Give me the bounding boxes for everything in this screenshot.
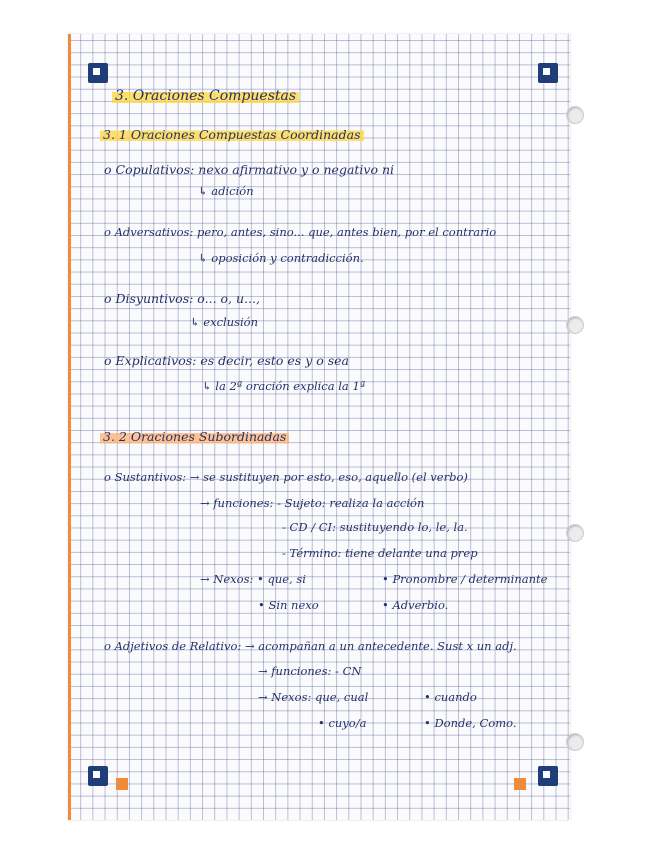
entry-term: o Disyuntivos: [104, 291, 190, 306]
nexo-item: • Adverbio.: [382, 598, 449, 612]
entry-term: o Explicativos: [104, 353, 193, 368]
nexo-item: • cuando: [424, 690, 477, 704]
funcion-item: - CD / CI: sustituyendo lo, le, la.: [282, 520, 468, 534]
entry-note: ↳ adición: [198, 184, 254, 198]
binder-hole-icon: [566, 316, 584, 334]
entry-term: o Sustantivos: [104, 470, 183, 484]
entry-disyuntivos: [104, 291, 260, 307]
funciones-line: [200, 495, 424, 511]
entry-term: o Copulativos: [104, 162, 191, 177]
orange-tab-icon: [514, 778, 526, 790]
funcion-item: - Sujeto: realiza la acción: [277, 496, 425, 510]
binder-hole-icon: [566, 106, 584, 124]
nexo-item: que, cual: [315, 690, 369, 704]
entry-note: ↳ exclusión: [190, 315, 259, 329]
corner-marker-icon: [88, 766, 108, 786]
nexo-item: • que, si: [257, 572, 306, 586]
entry-note: ↳ la 2ª oración explica la 1ª: [202, 379, 366, 393]
entry-definition: : nexo afirmativo y o negativo ni: [190, 162, 395, 177]
entry-definition: : → se sustituyen por esto, eso, aquello (el verbo): [182, 470, 468, 484]
section-heading-subordinadas: 3. 2 Oraciones Subordinadas: [100, 429, 289, 445]
margin-line: [68, 34, 71, 820]
funciones-label: → funciones:: [200, 496, 274, 510]
nexos-line: [258, 689, 368, 705]
section-heading-coordinadas: 3. 1 Oraciones Compuestas Coordinadas: [100, 127, 364, 143]
entry-term: o Adjetivos de Relativo: [104, 639, 238, 653]
entry-copulativos: [104, 162, 394, 178]
corner-marker-icon: [538, 63, 558, 83]
entry-definition: : es decir, esto es y o sea: [192, 353, 349, 368]
entry-sustantivos: [104, 469, 468, 485]
nexos-label: → Nexos:: [258, 690, 312, 704]
nexo-item: • cuyo/a: [318, 716, 367, 730]
entry-adjetivos: [104, 638, 517, 654]
nexo-item: • Donde, Como.: [424, 716, 517, 730]
entry-adversativos: [104, 224, 496, 240]
nexo-item: • Sin nexo: [258, 598, 319, 612]
corner-marker-icon: [88, 63, 108, 83]
binder-hole-icon: [566, 524, 584, 542]
binder-hole-icon: [566, 733, 584, 751]
nexos-label: → Nexos:: [200, 572, 254, 586]
entry-term: o Adversativos: [104, 225, 190, 239]
entry-note: ↳ oposición y contradicción.: [198, 251, 364, 265]
corner-marker-icon: [538, 766, 558, 786]
nexos-line: [200, 571, 306, 587]
entry-definition: : o... o, u...,: [189, 291, 260, 306]
entry-explicativos: [104, 353, 349, 369]
orange-tab-icon: [116, 778, 128, 790]
entry-definition: : pero, antes, sino... que, antes bien, por el contrario: [189, 225, 497, 239]
page-title: 3. Oraciones Compuestas: [112, 88, 299, 104]
funciones-line: → funciones: - CN: [258, 664, 362, 678]
nexo-item: • Pronombre / determinante: [382, 572, 548, 586]
funcion-item: - Término: tiene delante una prep: [282, 546, 478, 560]
entry-definition: : → acompañan a un antecedente. Sust x un adj.: [237, 639, 517, 653]
